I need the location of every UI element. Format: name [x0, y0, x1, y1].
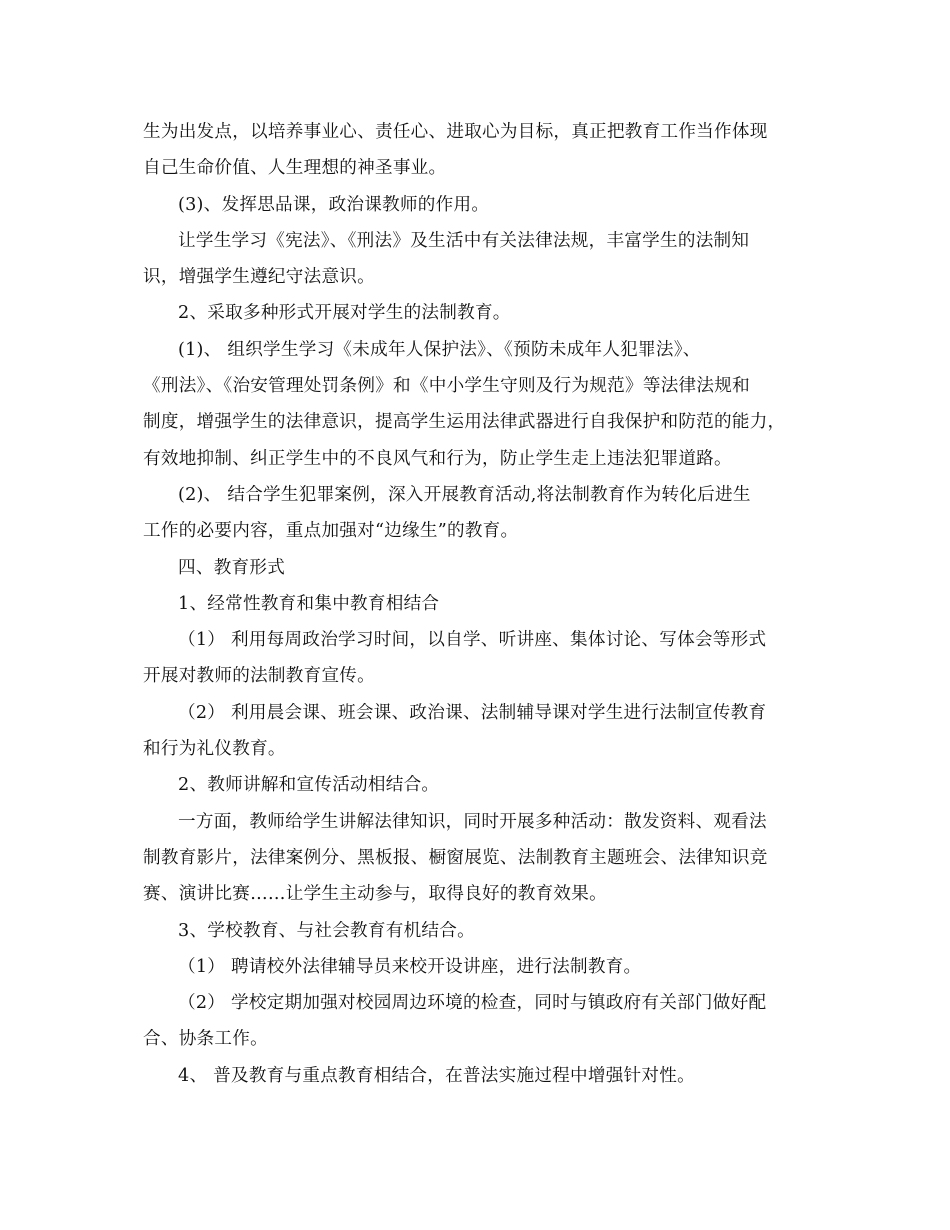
paragraph-line: 生为出发点，以培养事业心、责任心、进取心为目标，真正把教育工作当作体现: [143, 122, 768, 142]
paragraph-line: 和行为礼仪教育。: [143, 739, 286, 760]
paragraph-line: 合、协条工作。: [143, 1029, 268, 1050]
paragraph-line: 2、教师讲解和宣传活动相结合。: [178, 775, 440, 796]
paragraph-line: 工作的必要内容，重点加强对“边缘生”的教育。: [143, 521, 519, 542]
paragraph-9: [143, 622, 808, 695]
paragraph-line: 3、学校教育、与社会教育有机结合。: [178, 920, 475, 941]
document-body: [143, 114, 808, 1094]
paragraph-6: [143, 477, 808, 550]
paragraph-10: [143, 695, 808, 768]
paragraph-line: 制教育影片，法律案例分、黑板报、橱窗展览、法制教育主题班会、法律知识竞: [143, 847, 768, 868]
paragraph-line: 四、教育形式: [178, 557, 286, 578]
paragraph-line: （2） 利用晨会课、班会课、政治课、法制辅导课对学生进行法制宣传教育: [178, 702, 767, 723]
paragraph-line: 开展对教师的法制教育宣传。: [143, 666, 375, 687]
paragraph-14: [143, 949, 808, 985]
paragraph-line: 自己生命价值、人生理想的神圣事业。: [143, 158, 447, 179]
paragraph-line: 2、采取多种形式开展对学生的法制教育。: [178, 303, 511, 324]
paragraph-line: (1)、 组织学生学习《未成年人保护法》、《预防未成年人犯罪法》、: [178, 339, 701, 360]
paragraph-12: [143, 804, 808, 913]
paragraph-line: 制度，增强学生的法律意识，提高学生运用法律武器进行自我保护和防范的能力，: [143, 412, 786, 433]
paragraph-8: [143, 586, 808, 622]
paragraph-line: 让学生学习《宪法》、《刑法》及生活中有关法律法规，丰富学生的法制知: [178, 230, 750, 251]
paragraph-line: 《刑法》、《治安管理处罚条例》和《中小学生守则及行为规范》等法律法规和: [143, 376, 750, 397]
paragraph-line: （2） 学校定期加强对校园周边环境的检查，同时与镇政府有关部门做好配: [178, 993, 767, 1014]
paragraph-line: 1、经常性教育和集中教育相结合: [178, 593, 440, 614]
paragraph-line: (2)、 结合学生犯罪案例，深入开展教育活动,将法制教育作为转化后进生: [178, 484, 751, 505]
paragraph-line: 4、 普及教育与重点教育相结合，在普法实施过程中增强针对性。: [178, 1065, 695, 1086]
paragraph-16: [143, 1058, 808, 1094]
paragraph-line: （1） 聘请校外法律辅导员来校开设讲座，进行法制教育。: [178, 956, 642, 977]
paragraph-13: [143, 913, 808, 949]
paragraph-line: 一方面，教师给学生讲解法律知识，同时开展多种活动：散发资料、观看法: [178, 811, 767, 832]
paragraph-1: [143, 114, 808, 187]
paragraph-3: [143, 223, 808, 296]
paragraph-line: （1） 利用每周政治学习时间，以自学、听讲座、集体讨论、写体会等形式: [178, 630, 767, 651]
paragraph-11: [143, 767, 808, 803]
paragraph-15: [143, 985, 808, 1058]
paragraph-line: 赛、演讲比赛……让学生主动参与，取得良好的教育效果。: [143, 884, 607, 905]
paragraph-4: [143, 295, 808, 331]
paragraph-line: 识，增强学生遵纪守法意识。: [143, 267, 375, 288]
paragraph-line: 有效地抑制、纠正学生中的不良风气和行为，防止学生走上违法犯罪道路。: [143, 448, 732, 469]
paragraph-2: [143, 187, 808, 223]
paragraph-line: (3)、发挥思品课，政治课教师的作用。: [178, 194, 490, 215]
section-heading: [143, 550, 808, 586]
paragraph-5: [143, 332, 808, 477]
